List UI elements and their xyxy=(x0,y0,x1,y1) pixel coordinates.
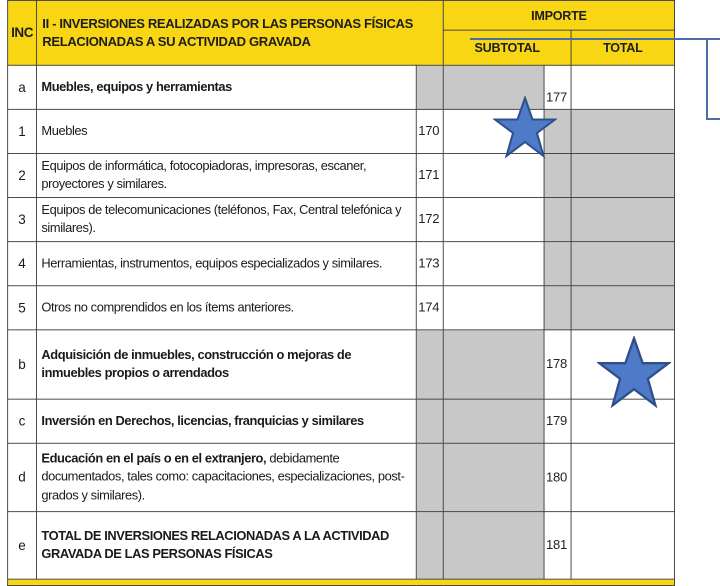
row-description-bold: Muebles, equipos y herramientas xyxy=(41,80,232,95)
table-row xyxy=(8,286,675,330)
header-subtotal: SUBTOTAL xyxy=(443,30,571,65)
row-inc: c xyxy=(8,399,37,443)
row-description xyxy=(36,65,416,109)
subtotal-input[interactable] xyxy=(443,242,544,286)
shaded-cell xyxy=(544,286,571,330)
total-input[interactable] xyxy=(571,512,675,579)
frame-line xyxy=(470,38,720,40)
row-description-bold: Inversión en Derechos, licencias, franquicias y similares xyxy=(41,413,364,429)
subtotal-cell xyxy=(443,443,544,511)
row-inc: 4 xyxy=(8,242,37,286)
table-row xyxy=(8,399,675,443)
row-description: Muebles xyxy=(36,109,416,153)
row-inc: a xyxy=(8,65,37,109)
total-cell xyxy=(571,286,675,330)
row-description xyxy=(36,330,416,399)
table-row xyxy=(8,242,675,286)
shaded-cell xyxy=(416,330,443,399)
total-cell xyxy=(571,153,675,197)
row-description-bold: Educación en el país o en el extranjero, xyxy=(41,452,267,467)
subtotal-input[interactable] xyxy=(443,286,544,330)
subtotal-cell xyxy=(443,330,544,399)
header-inc: INC xyxy=(8,0,37,65)
row-inc: 3 xyxy=(8,198,37,242)
row-code: 181 xyxy=(544,512,571,579)
star-icon xyxy=(493,96,557,160)
row-inc: 5 xyxy=(8,286,37,330)
row-description: Equipos de informática, fotocopiadoras, impresoras, escaner, proyectores y similares. xyxy=(36,153,416,197)
shaded-cell xyxy=(416,512,443,579)
row-code: 178 xyxy=(544,330,571,399)
row-description xyxy=(36,399,416,443)
row-description xyxy=(36,443,416,511)
star-icon xyxy=(597,336,671,410)
shaded-cell xyxy=(544,153,571,197)
table-row xyxy=(8,109,675,153)
table-row xyxy=(8,198,675,242)
table-row xyxy=(8,65,675,109)
subtotal-input[interactable] xyxy=(443,153,544,197)
row-code: 177 xyxy=(544,65,571,109)
footer-band xyxy=(8,579,675,585)
row-description-rest: debidamente documentados, tales como: capacitaciones, especializaciones, post-grados y similares). xyxy=(41,452,405,503)
shaded-cell xyxy=(544,198,571,242)
row-code: 174 xyxy=(416,286,443,330)
table-row xyxy=(8,153,675,197)
total-input[interactable] xyxy=(571,443,675,511)
row-description-bold: Adquisición de inmuebles, construcción o mejoras de inmuebles propios o arrendados xyxy=(41,348,352,381)
shaded-cell xyxy=(544,242,571,286)
section-title: II - INVERSIONES REALIZADAS POR LAS PERSONAS FÍSICAS RELACIONADAS A SU ACTIVIDAD GRAVADA xyxy=(36,0,443,65)
total-cell xyxy=(571,242,675,286)
row-description-bold: TOTAL DE INVERSIONES RELACIONADAS A LA ACTIVIDAD GRAVADA DE LAS PERSONAS FÍSICAS xyxy=(41,529,389,562)
table-row xyxy=(8,443,675,511)
subtotal-cell xyxy=(443,512,544,579)
row-inc: 2 xyxy=(8,153,37,197)
row-inc: d xyxy=(8,443,37,511)
row-code: 173 xyxy=(416,242,443,286)
row-description: Herramientas, instrumentos, equipos especializados y similares. xyxy=(36,242,416,286)
row-code: 171 xyxy=(416,153,443,197)
subtotal-cell xyxy=(443,399,544,443)
row-description: Otros no comprendidos en los ítems anteriores. xyxy=(36,286,416,330)
shaded-cell xyxy=(416,399,443,443)
row-inc: 1 xyxy=(8,109,37,153)
total-input[interactable] xyxy=(571,65,675,109)
table-row xyxy=(8,512,675,579)
subtotal-input[interactable] xyxy=(443,198,544,242)
table-footer-band xyxy=(8,579,675,585)
frame-bracket xyxy=(706,38,720,120)
table-row xyxy=(8,330,675,399)
total-cell xyxy=(571,198,675,242)
total-cell xyxy=(571,109,675,153)
header-total: TOTAL xyxy=(571,30,675,65)
shaded-cell xyxy=(416,65,443,109)
row-code: 170 xyxy=(416,109,443,153)
row-code: 172 xyxy=(416,198,443,242)
shaded-cell xyxy=(416,443,443,511)
row-description: Equipos de telecomunicaciones (teléfonos, Fax, Central telefónica y similares). xyxy=(36,198,416,242)
investments-table xyxy=(7,0,675,586)
row-description xyxy=(36,512,416,579)
row-code: 179 xyxy=(544,399,571,443)
header-importe: IMPORTE xyxy=(443,0,674,30)
row-inc: b xyxy=(8,330,37,399)
row-code: 180 xyxy=(544,443,571,511)
row-inc: e xyxy=(8,512,37,579)
